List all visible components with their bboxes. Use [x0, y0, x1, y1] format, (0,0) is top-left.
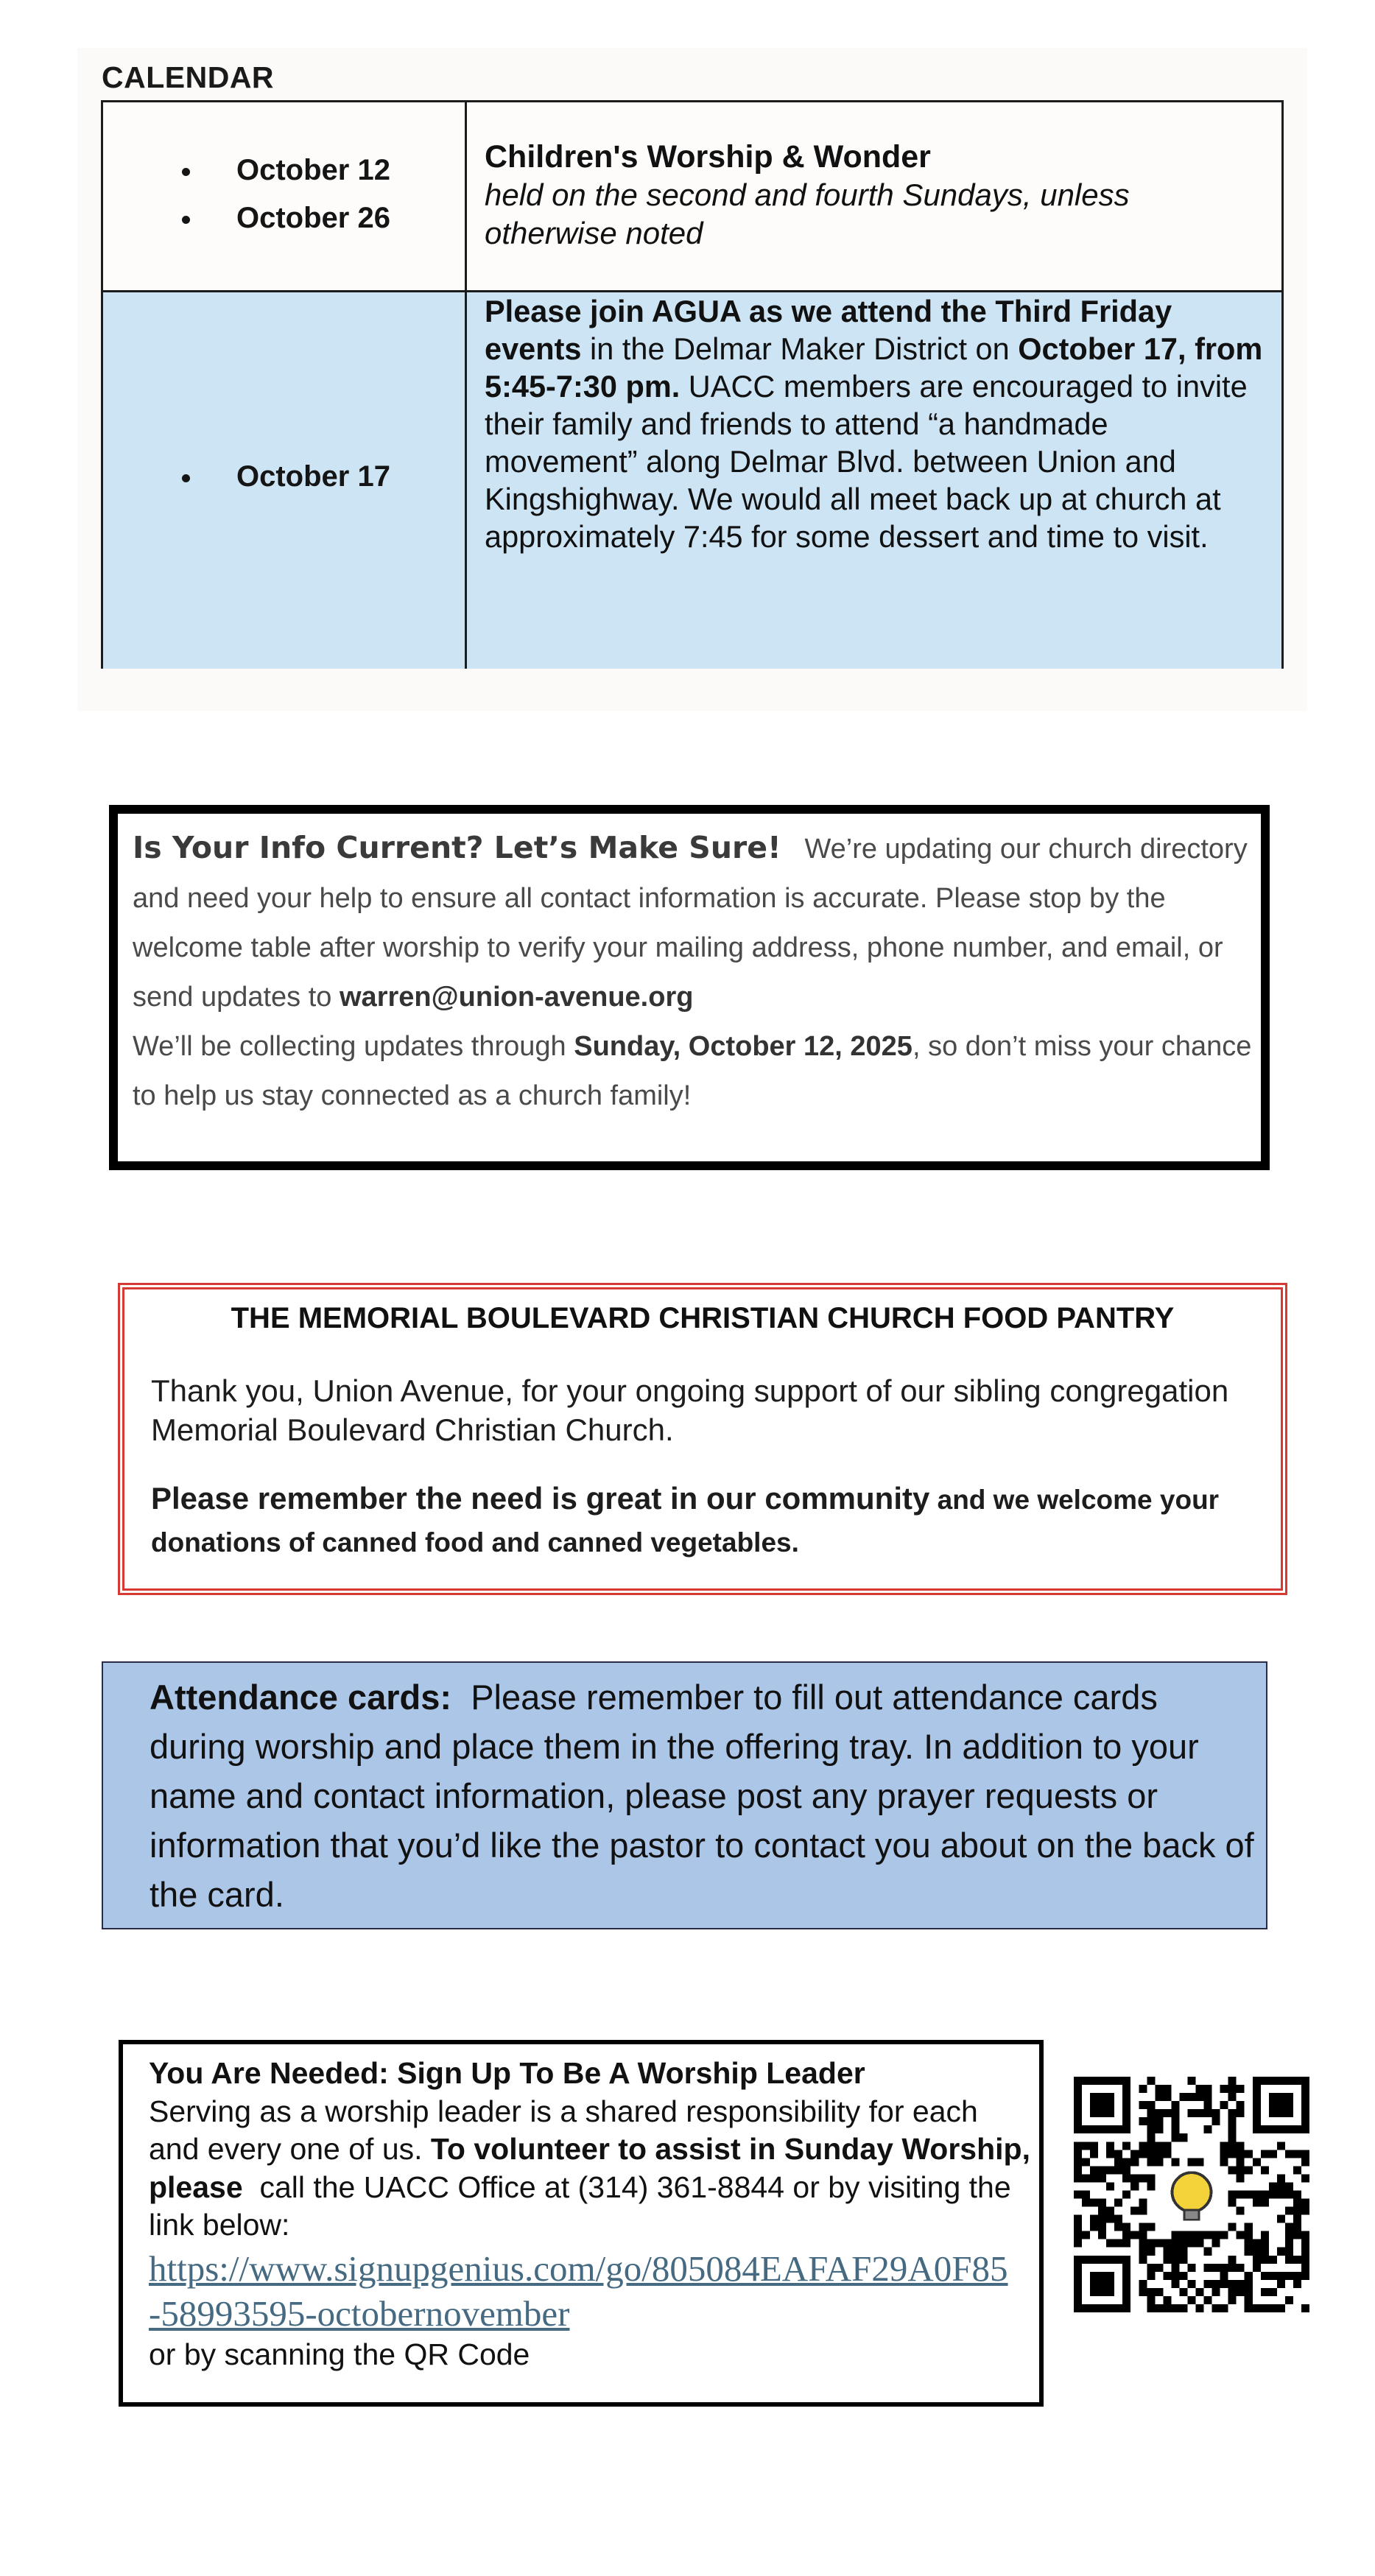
signup-link[interactable]: https://www.signupgenius.com/go/805084EAFAF29A0F85-58993595-octobernovember	[149, 2248, 1008, 2334]
date-item: October 17	[180, 453, 390, 501]
info-email: warren@union-avenue.org	[340, 982, 694, 1013]
calendar-title: CALENDAR	[102, 60, 275, 94]
info-body: We’ll be collecting updates through	[133, 1031, 574, 1062]
date-item: October 26	[180, 194, 390, 242]
date-list	[180, 147, 390, 242]
date-item: October 12	[180, 147, 390, 194]
calendar-row	[103, 102, 1281, 292]
worship-leader-qr-note: or by scanning the QR Code	[149, 2337, 530, 2371]
attendance-body: Please remember to fill out attendance cards during worship and place them in the offering tray. In addition to your name and contact information, please post any prayer requests or information that you’d like the pastor to contact you about on the back of the card.	[150, 1678, 1254, 1914]
info-update-text	[133, 823, 1252, 1121]
food-pantry-request-lead: Please remember the need is great in our community	[151, 1481, 930, 1516]
food-pantry-title: THE MEMORIAL BOULEVARD CHRISTIAN CHURCH FOOD PANTRY	[231, 1302, 1175, 1334]
worship-leader-bold: To volunteer to assist in Sunday Worship, please	[149, 2132, 1030, 2204]
attendance-text	[150, 1672, 1254, 1919]
event-bold-lead: Please join AGUA as we attend the Third Friday events	[485, 294, 1172, 366]
calendar-date-cell	[103, 102, 467, 290]
event-title: Children's Worship & Wonder	[485, 139, 931, 175]
qr-code-icon[interactable]	[1074, 2077, 1309, 2312]
event-text: UACC members are encouraged to invite their family and friends to attend “a handmade movement” along Delmar Blvd. between Union and Kingshighway. We would all meet back up at church at approximately 7:45 for some dessert and time to visit.	[485, 369, 1248, 554]
date-list	[180, 453, 390, 501]
food-pantry-request	[151, 1480, 1256, 1567]
food-pantry-request-rest: and we welcome your donations of canned food and canned vegetables.	[151, 1485, 1220, 1558]
event-date-time: October 17, from 5:45-7:30 pm.	[485, 331, 1263, 404]
worship-leader-title: You Are Needed: Sign Up To Be A Worship Leader	[149, 2056, 865, 2090]
calendar-date-cell	[103, 292, 467, 669]
info-body: , so don’t miss your chance to help us stay connected as a church family!	[133, 1031, 1252, 1111]
calendar-table	[101, 100, 1284, 669]
worship-leader-body: Serving as a worship leader is a shared responsibility for each and every one of us.	[149, 2094, 978, 2166]
calendar-event-cell	[485, 138, 1267, 253]
event-text: in the Delmar Maker District on	[581, 331, 1019, 366]
info-deadline: Sunday, October 12, 2025	[574, 1031, 912, 1062]
attendance-label: Attendance cards:	[150, 1678, 452, 1717]
info-heading: Is Your Info Current? Let’s Make Sure!	[133, 830, 781, 865]
calendar-event-cell	[485, 292, 1267, 555]
event-note: held on the second and fourth Sundays, unless otherwise noted	[485, 177, 1130, 250]
worship-leader-body: call the UACC Office at (314) 361-8844 or by visiting the link below:	[149, 2169, 1011, 2242]
food-pantry-thanks: Thank you, Union Avenue, for your ongoing support of our sibling congregation Memorial Boulevard Christian Church.	[151, 1373, 1229, 1447]
info-body: We’re updating our church directory and need your help to ensure all contact information is accurate. Please stop by the welcome table after worship to verify your mailing address, phone number, and email, or send updates to	[133, 834, 1248, 1013]
worship-leader-text	[149, 2055, 1033, 2373]
calendar-row	[103, 292, 1281, 669]
